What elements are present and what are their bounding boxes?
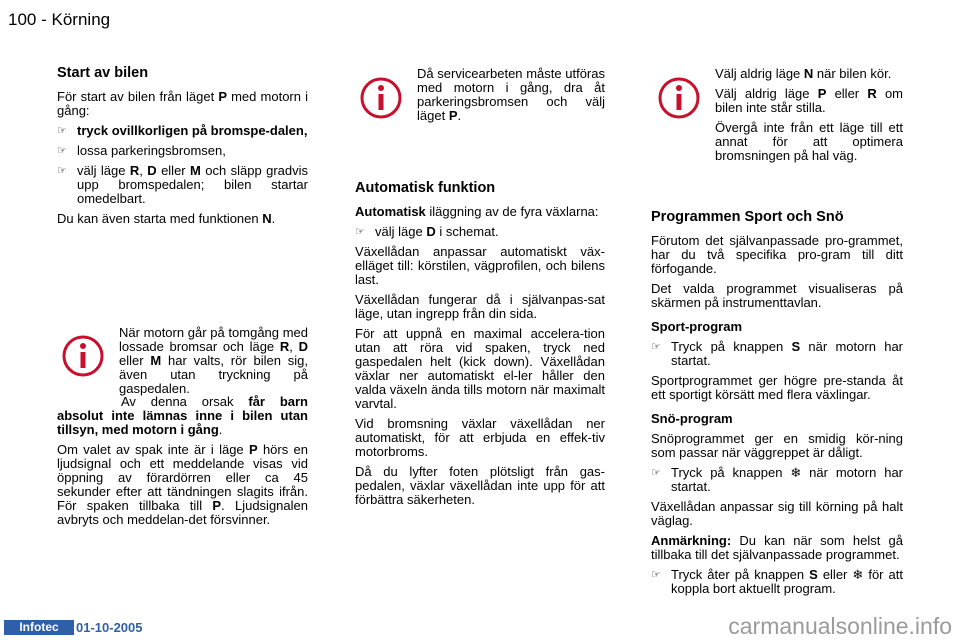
page-header <box>8 10 110 30</box>
hand-pointer-icon: ☞ <box>651 467 661 479</box>
column-programs: Programmen Sport och Snö Förutom det självanpassade pro-grammet, har du två specifika pro-gram till ditt förfogande. Det valda programmet visualiseras på skärmen på instrumenttavlan. Sport-program ☞ Tryck på knappen S när motorn har startat. Sportprogrammet ger högre pre-standa åt ett sportigt körsätt med flera växlingar. Snö-program Snöprogrammet ger en smidig kör-ning som passar när väggreppet är dåligt. ☞ Tryck på knappen ❄ när motorn har startat. Växellådan anpassar sig till körning på halt väglag. Anmärkning: Du kan när som helst gå tillbaka till det självanpassade programmet. ☞ Tryck åter på knappen S eller ❄ för att koppla bort aktuellt program. <box>651 209 904 596</box>
warning-text: Om valet av spak inte är i läge P hörs en ljudsignal och ett meddelande visas vid öppning av förardörren eller ca 45 sekunder efter att tändningen slagits ifrån. För spaken tillbaka till P. Ljudsignalen avbryts och meddelan-det försvinner. <box>57 442 308 527</box>
hand-pointer-icon: ☞ <box>57 125 67 137</box>
hand-pointer-icon: ☞ <box>57 145 67 157</box>
note-idle: När motorn går på tomgång med lossade bromsar och läge R, D eller M har valts, rör bilen sig, även utan tryckning på gaspedalen. <box>119 325 308 396</box>
list-item: ☞ Tryck på knappen ❄ när motorn har startat. <box>651 465 903 494</box>
infotec-logo: Infotec <box>4 620 74 635</box>
snowflake-icon: ❄ <box>790 465 802 480</box>
list-item: ☞ tryck ovillkorligen på bromspe-dalen, <box>57 123 308 138</box>
info-icon <box>61 334 105 378</box>
note-never: Välj aldrig läge N när bilen kör. Välj aldrig läge P eller R om bilen inte står stilla. Övergå inte från ett läge till ett annat för att optimera bromsningen på hal väg. <box>715 66 904 163</box>
start-also: Du kan även starta med funktionen N. <box>57 211 276 226</box>
column-auto: Automatisk funktion Automatisk iläggning av de fyra växlarna: ☞ välj läge D i schemat. Växellådan anpassar automatiskt väx-elläget till: körstilen, vägprofilen, och bilens last. Växellådan fungerar då i självanpas-sat läge, utan ingrepp från din sida. För att uppnå en maximal accelera-tion utan att röra vid spaken, tryck ned gaspedalen helt (kick down). Växellådan växlar ner automatiskt el-ler håller den valda växeln ända tills motorn när maximalt varvtal. Vid bromsning växlar växellådan ner automatiskt, för att erbjuda en effek-tiv motorbroms. Då du lyfter foten plötsligt från gas-pedalen, växlar växellådan inte upp för att förbättra säkerheten. <box>355 180 605 507</box>
header-separator: - <box>41 10 47 29</box>
info-icon <box>359 76 403 120</box>
sport-title: Sport-program <box>651 319 742 334</box>
programs-title: Programmen Sport och Snö <box>651 209 844 225</box>
note-children: Av denna orsak får barn absolut inte lämnas inne i bilen utan tillsyn, med motorn i gång. Om valet av spak inte är i läge P hörs en ljudsignal och ett meddelande visas vid öppning av förardörren eller ca 45 sekunder efter att tändningen slagits ifrån. För spaken tillbaka till P. Ljudsignalen avbryts och meddelan-det försvinner. <box>57 394 308 527</box>
list-item: ☞ välj läge D i schemat. <box>355 224 499 239</box>
info-icon <box>657 76 701 120</box>
start-title: Start av bilen <box>57 65 149 81</box>
section-title: Körning <box>51 10 111 29</box>
snow-title: Snö-program <box>651 411 733 426</box>
remark: Anmärkning: Du kan när som helst gå tillbaka till det självanpassade programmet. <box>651 533 903 562</box>
hand-pointer-icon: ☞ <box>651 569 661 581</box>
hand-pointer-icon: ☞ <box>651 341 661 353</box>
auto-title: Automatisk funktion <box>355 180 496 196</box>
list-item: ☞ Tryck åter på knappen S eller ❄ för att koppla bort aktuellt program. <box>651 567 903 596</box>
note-service: Då servicearbeten måste utföras med motorn i gång, dra åt parkeringsbromsen och välj läget P. <box>417 66 605 123</box>
column-start <box>57 66 308 232</box>
snowflake-icon: ❄ <box>852 567 864 582</box>
start-intro: För start av bilen från läget P med motorn i gång: <box>57 89 308 118</box>
footer-date: 01-10-2005 <box>76 620 143 635</box>
hand-pointer-icon: ☞ <box>57 165 67 177</box>
page-number: 100 <box>8 10 37 29</box>
hand-pointer-icon: ☞ <box>355 226 365 238</box>
list-item: ☞ välj läge R, D eller M och släpp gradvis upp bromspedalen; bilen startar omedelbart. <box>57 163 308 206</box>
watermark: carmanualsonline.info <box>728 613 952 639</box>
list-item: ☞ Tryck på knappen S när motorn har startat. <box>651 339 904 368</box>
list-item: ☞ lossa parkeringsbromsen, <box>57 143 226 158</box>
